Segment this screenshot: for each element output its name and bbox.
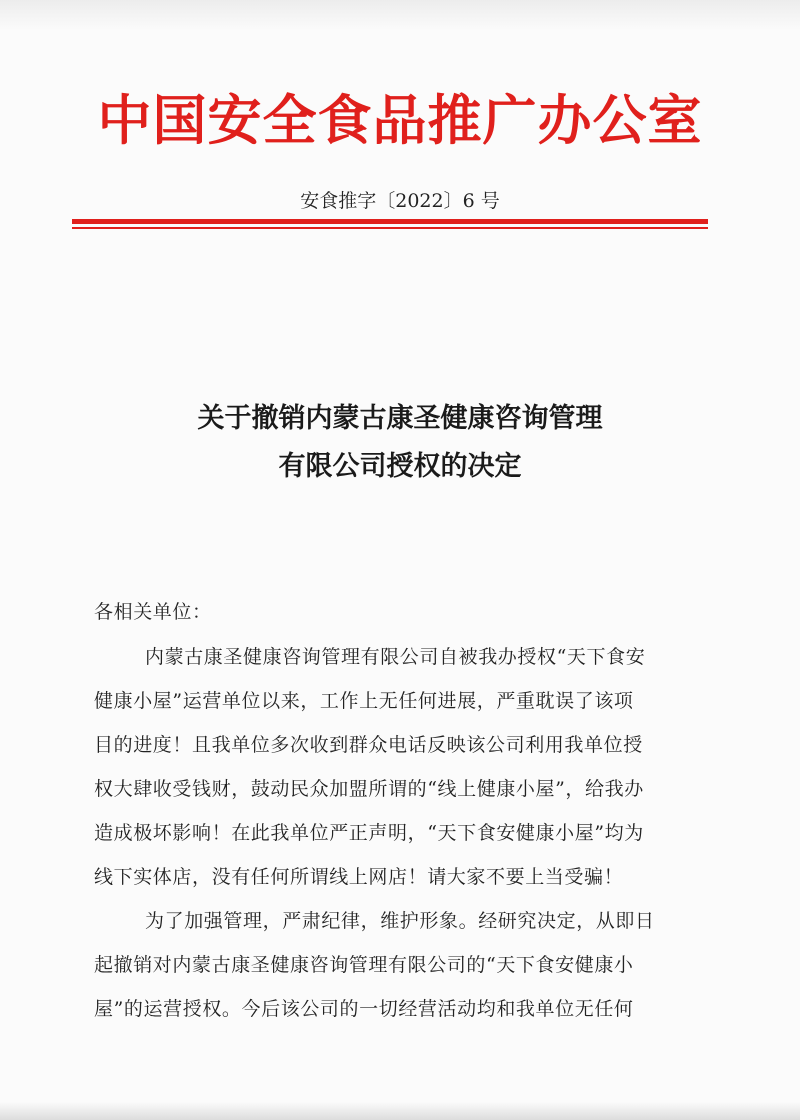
red-separator-thin (72, 227, 708, 229)
body-line: 权大肆收受钱财，鼓动民众加盟所谓的“线上健康小屋”，给我办 (94, 778, 644, 800)
document-title-line-1: 关于撤销内蒙古康圣健康咨询管理 (197, 403, 603, 434)
body-line: 屋”的运营授权。今后该公司的一切经营活动均和我单位无任何 (94, 998, 634, 1020)
body-line: 造成极坏影响！在此我单位严正声明，“天下食安健康小屋”均为 (94, 822, 644, 844)
salutation: 各相关单位： (94, 601, 212, 623)
body-line: 为了加强管理，严肃纪律，维护形象。经研究决定，从即日 (145, 910, 655, 932)
body-line: 健康小屋”运营单位以来，工作上无任何进展，严重耽误了该项 (94, 690, 634, 712)
issuing-organization-header: 中国安全食品推广办公室 (97, 88, 703, 152)
scan-bottom-edge (0, 1102, 800, 1120)
body-line: 线下实体店，没有任何所谓线上网店！请大家不要上当受骗！ (94, 866, 624, 888)
body-line: 目的进度！且我单位多次收到群众电话反映该公司利用我单位授 (94, 734, 643, 756)
document-title-line-2: 有限公司授权的决定 (278, 451, 522, 482)
document-number: 安食推字〔2022〕6 号 (300, 190, 500, 212)
body-line: 内蒙古康圣健康咨询管理有限公司自被我办授权“天下食安 (145, 646, 646, 668)
red-separator-thick (72, 219, 708, 224)
scan-fold-shadow (0, 0, 800, 30)
body-line: 起撤销对内蒙古康圣健康咨询管理有限公司的“天下食安健康小 (94, 954, 634, 976)
